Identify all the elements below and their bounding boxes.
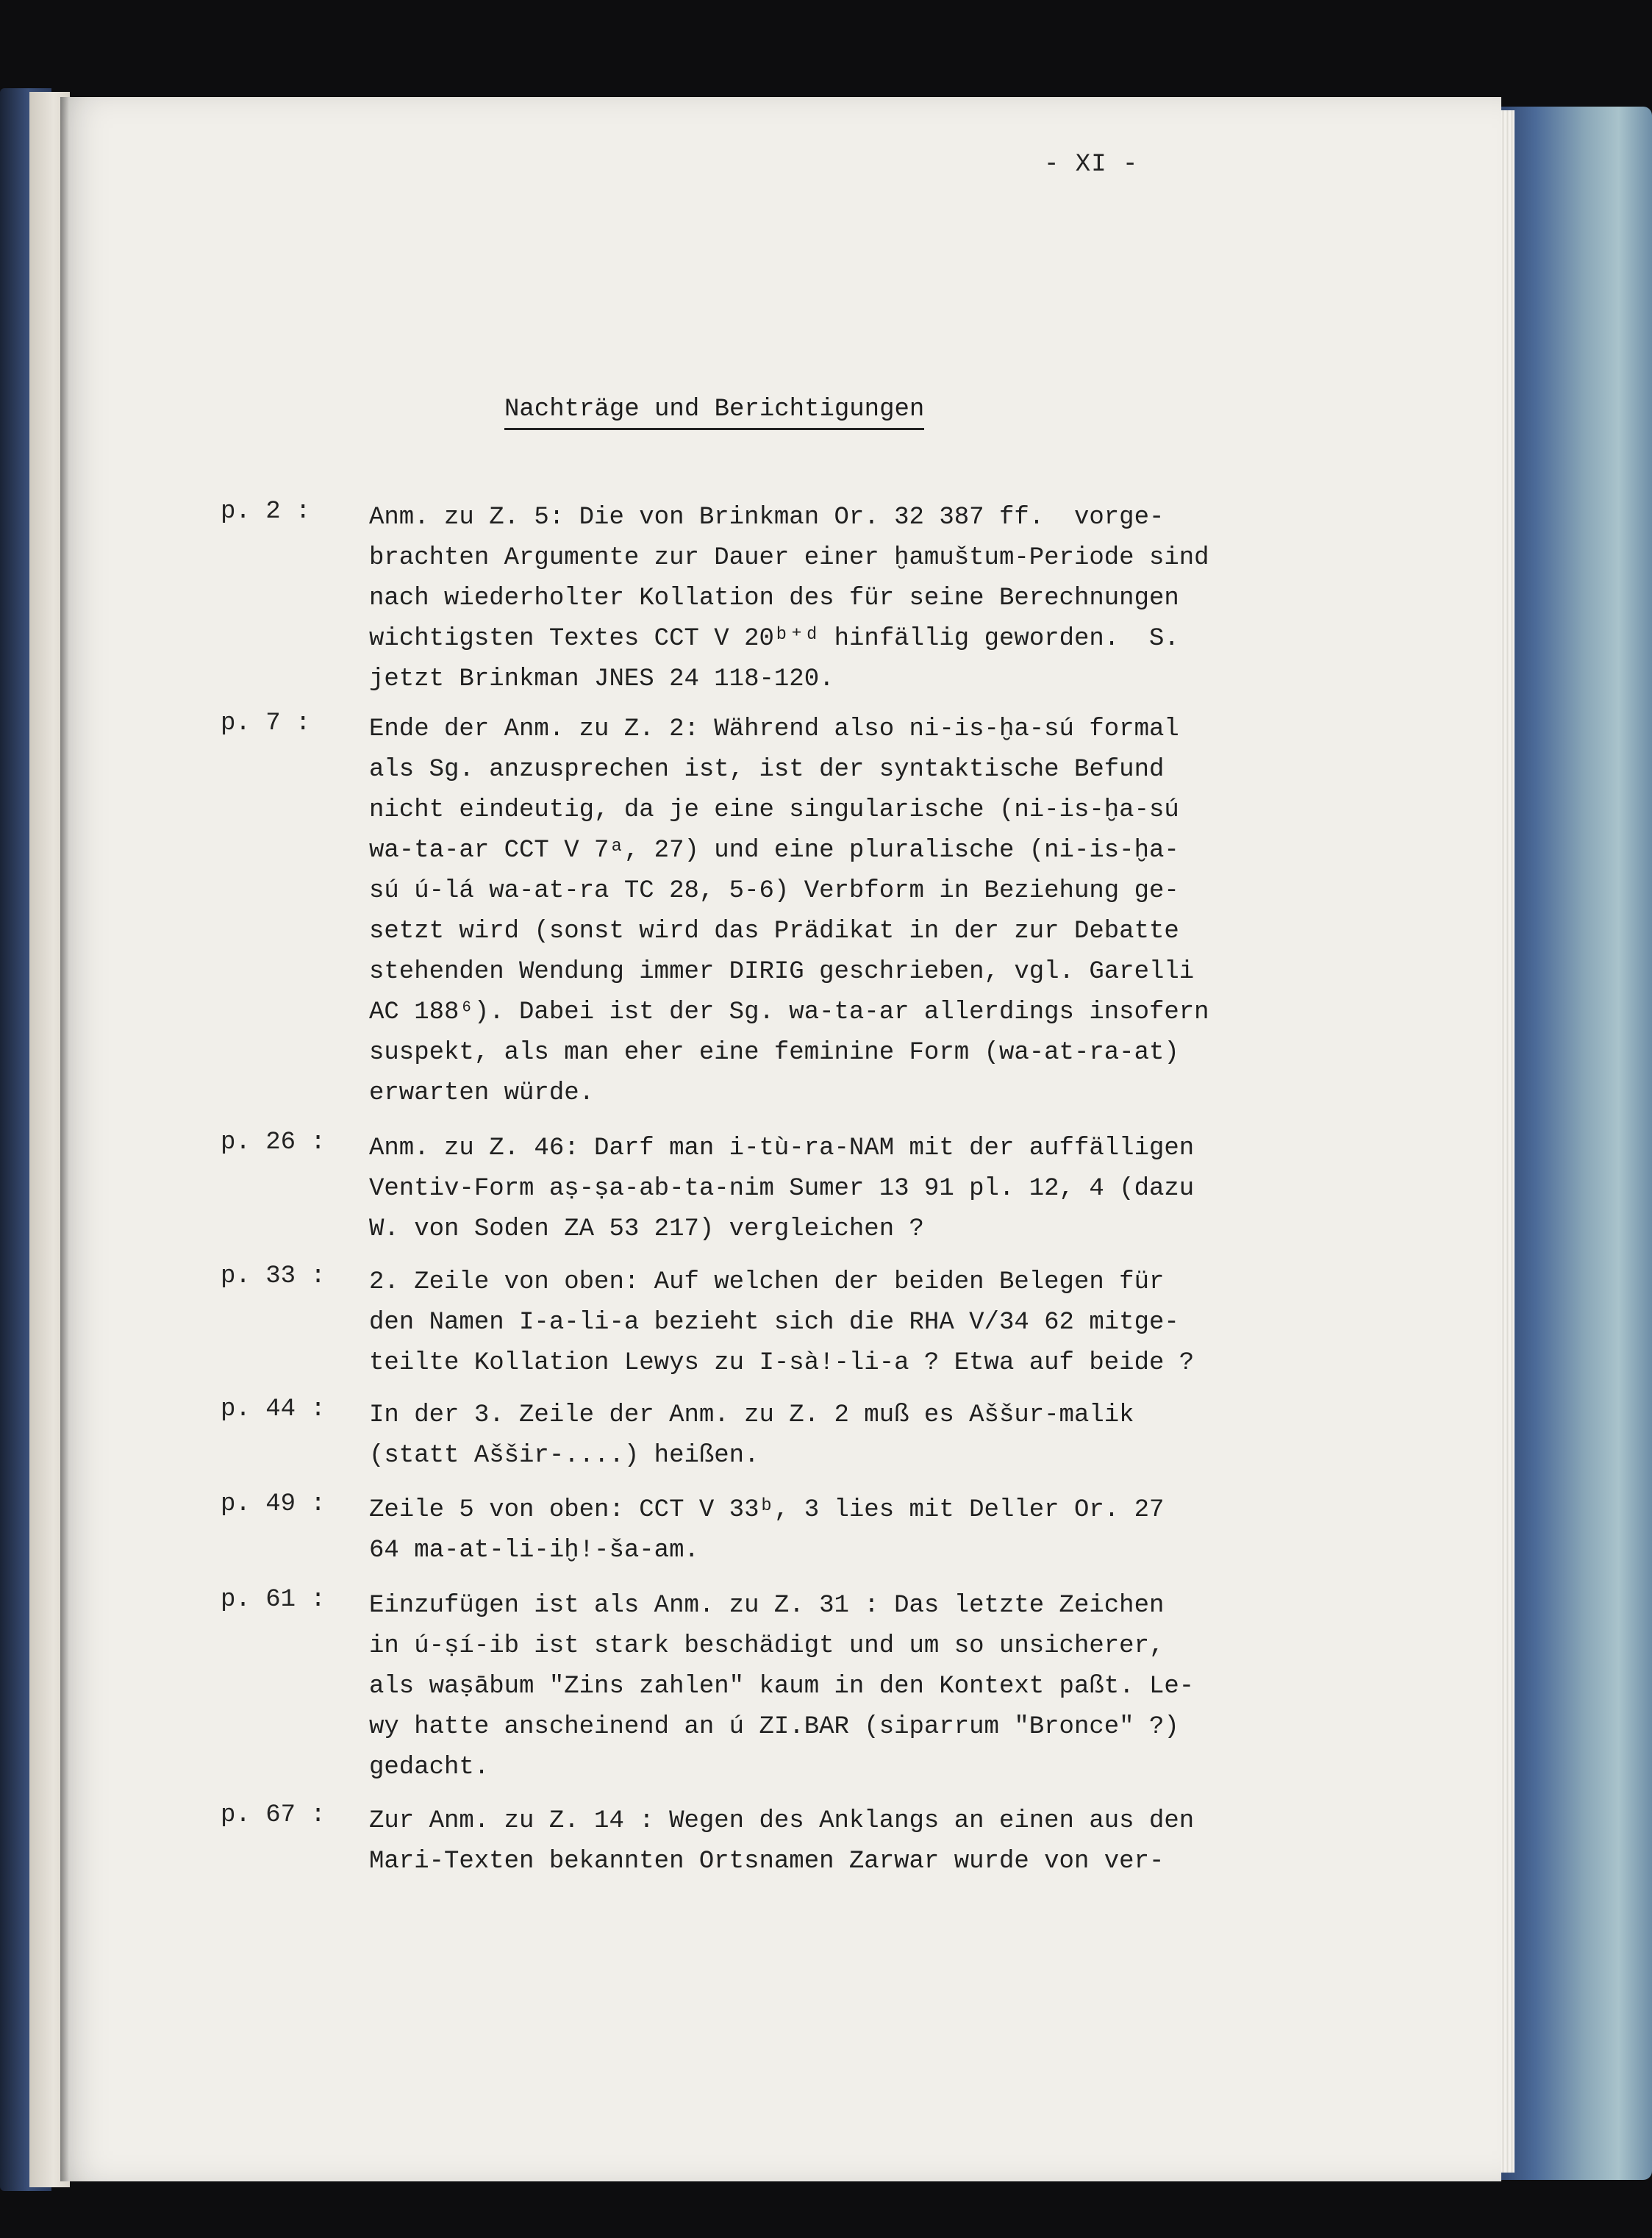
entry-line: Ventiv-Form aṣ-ṣa-ab-ta-nim Sumer 13 91 pl. 12, 4 (dazu	[369, 1175, 1195, 1203]
entry-body	[369, 1586, 1317, 1788]
entry-body	[369, 709, 1317, 1114]
entry-line: stehenden Wendung immer DIRIG geschrieben, vgl. Garelli	[369, 958, 1195, 986]
entry-line: suspekt, als man eher eine feminine Form (wa-at-ra-at)	[369, 1039, 1179, 1067]
entry-line: in ú-ṣí-ib ist stark beschädigt und um so unsicherer,	[369, 1632, 1165, 1660]
entry-line: Ende der Anm. zu Z. 2: Während also ni-is-ḫa-sú formal	[369, 715, 1179, 743]
page-number: - XI -	[1044, 151, 1139, 179]
entry-body	[369, 1129, 1317, 1250]
entry-line: jetzt Brinkman JNES 24 118-120.	[369, 665, 834, 693]
gutter-shadow	[60, 97, 69, 2181]
entry-line: Anm. zu Z. 5: Die von Brinkman Or. 32 387 ff. vorge-	[369, 504, 1165, 532]
entry-line: AC 188⁶). Dabei ist der Sg. wa-ta-ar allerdings insofern	[369, 998, 1209, 1026]
entry-line: setzt wird (sonst wird das Prädikat in der zur Debatte	[369, 918, 1179, 945]
entry-ref: p. 67 :	[221, 1801, 326, 1829]
entry-line: Zeile 5 von oben: CCT V 33ᵇ, 3 lies mit Deller Or. 27	[369, 1496, 1165, 1524]
entry-line: Einzufügen ist als Anm. zu Z. 31 : Das letzte Zeichen	[369, 1592, 1165, 1620]
entry-line: brachten Argumente zur Dauer einer ḫamuštum-Periode sind	[369, 544, 1209, 572]
entry-line: 2. Zeile von oben: Auf welchen der beiden Belegen für	[369, 1268, 1165, 1296]
entry-line: Mari-Texten bekannten Ortsnamen Zarwar wurde von ver-	[369, 1848, 1165, 1876]
entry-line: wa-ta-ar CCT V 7ᵃ, 27) und eine pluralische (ni-is-ḫa-	[369, 837, 1179, 865]
entry-line: (statt Aššir-....) heißen.	[369, 1442, 759, 1470]
entry-ref: p. 49 :	[221, 1490, 326, 1518]
entry-ref: p. 7 :	[221, 709, 311, 737]
entry-ref: p. 2 :	[221, 498, 311, 526]
entry-line: Zur Anm. zu Z. 14 : Wegen des Anklangs an einen aus den	[369, 1807, 1195, 1835]
entry-ref: p. 44 :	[221, 1395, 326, 1423]
entry-body	[369, 1490, 1317, 1571]
entry-line: den Namen I-a-li-a bezieht sich die RHA V/34 62 mitge-	[369, 1309, 1179, 1337]
entry-line: wichtigsten Textes CCT V 20ᵇ⁺ᵈ hinfällig geworden. S.	[369, 625, 1179, 653]
entry-line: wy hatte anscheinend an ú ZI.BAR (siparrum "Bronce" ?)	[369, 1713, 1179, 1741]
entry-body	[369, 1395, 1317, 1476]
entry-ref: p. 33 :	[221, 1262, 326, 1290]
entry-line: teilte Kollation Lewys zu I-sà!-li-a ? Etwa auf beide ?	[369, 1349, 1195, 1377]
entry-line: 64 ma-at-li-iḫ!-ša-am.	[369, 1537, 699, 1565]
entry-line: nicht eindeutig, da je eine singularische (ni-is-ḫa-sú	[369, 796, 1179, 824]
entry-line: Anm. zu Z. 46: Darf man i-tù-ra-NAM mit der auffälligen	[369, 1134, 1195, 1162]
entry-line: erwarten würde.	[369, 1079, 595, 1107]
entry-body	[369, 498, 1317, 700]
entry-line: als Sg. anzusprechen ist, ist der syntaktische Befund	[369, 756, 1165, 784]
entry-line: In der 3. Zeile der Anm. zu Z. 2 muß es Aššur-malik	[369, 1401, 1134, 1429]
entry-body	[369, 1801, 1317, 1882]
entry-ref: p. 26 :	[221, 1129, 326, 1156]
entry-body	[369, 1262, 1317, 1384]
entry-line: sú ú-lá wa-at-ra TC 28, 5-6) Verbform in Beziehung ge-	[369, 877, 1179, 905]
entry-line: nach wiederholter Kollation des für seine Berechnungen	[369, 584, 1179, 612]
entry-ref: p. 61 :	[221, 1586, 326, 1614]
page-title: Nachträge und Berichtigungen	[504, 396, 924, 430]
entry-line: gedacht.	[369, 1753, 490, 1781]
entry-line: W. von Soden ZA 53 217) vergleichen ?	[369, 1215, 924, 1243]
entry-line: als waṣābum "Zins zahlen" kaum in den Kontext paßt. Le-	[369, 1673, 1195, 1701]
